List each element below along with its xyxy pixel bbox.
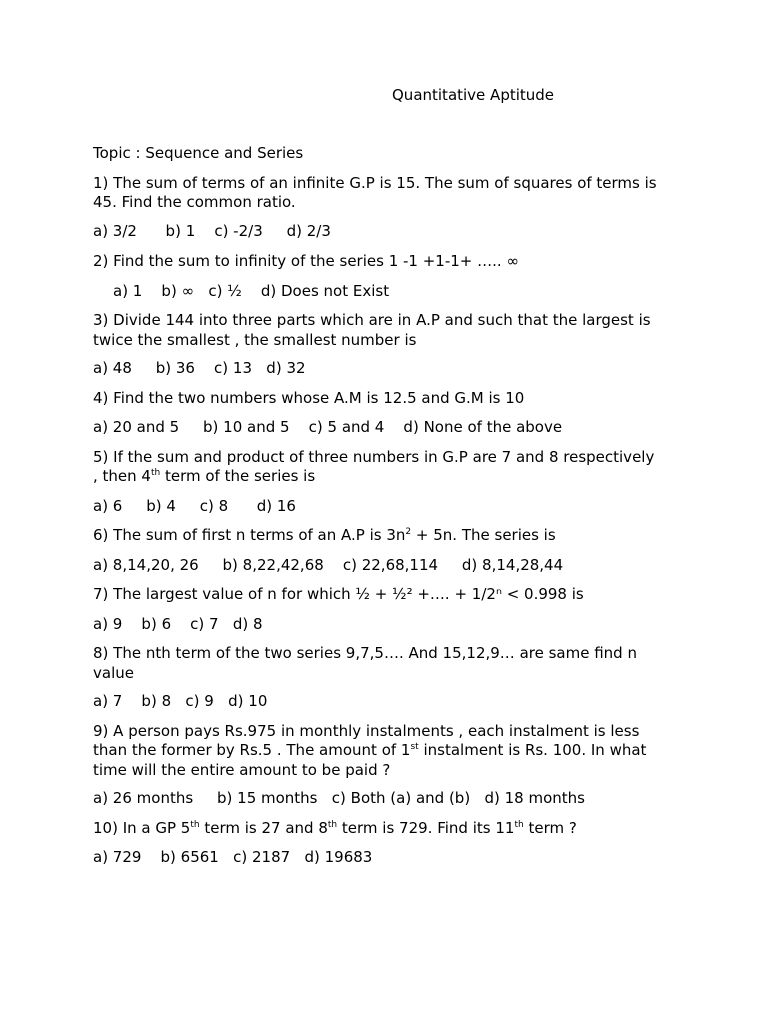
question-1-options: a) 3/2 b) 1 c) -2/3 d) 2/3 — [93, 221, 331, 240]
question-text-part: term ? — [523, 818, 577, 837]
question-6-options: a) 8,14,20, 26 b) 8,22,42,68 c) 22,68,114 d) 8,14,28,44 — [93, 555, 564, 574]
question-10-options: a) 729 b) 6561 c) 2187 d) 19683 — [93, 848, 373, 866]
superscript: st — [410, 742, 419, 752]
question-2: 2) Find the sum to infinity of the series 1 -1 +1-1+ ….. ∞ — [93, 252, 519, 270]
question-text-part: term is 27 and 8 — [199, 818, 328, 837]
question-text: 8) The nth term of the two series 9,7,5…. And 15,12,9… are same find n — [93, 644, 637, 662]
question-text — [93, 741, 685, 761]
question-text — [93, 467, 685, 487]
question-text-part: + 5n. The series is — [411, 526, 556, 544]
question-text-part: than the former by Rs.5 . The amount of 1 — [93, 741, 411, 759]
question-text-part: , then 4 — [93, 467, 151, 485]
question-5-options: a) 6 b) 4 c) 8 d) 16 — [93, 496, 296, 515]
question-text: time will the entire amount to be paid ? — [93, 760, 391, 779]
document-body — [93, 144, 685, 868]
question-4-options: a) 20 and 5 b) 10 and 5 c) 5 and 4 d) None of the above — [93, 418, 563, 436]
question-text: value — [93, 663, 134, 682]
question-9 — [93, 722, 685, 781]
superscript: th — [190, 819, 200, 830]
question-text: 5) If the sum and product of three numbers in G.P are 7 and 8 respectively — [93, 447, 655, 466]
question-9-options: a) 26 months b) 15 months c) Both (a) and (b) d) 18 months — [93, 789, 585, 807]
question-text: twice the smallest , the smallest number is — [93, 330, 417, 349]
question-7: 7) The largest value of n for which ½ + ½² +…. + 1/2ⁿ < 0.998 is — [93, 585, 584, 603]
question-text-part: instalment is Rs. 100. In what — [418, 741, 647, 759]
question-10 — [93, 819, 685, 839]
question-text: 9) A person pays Rs.975 in monthly instalments , each instalment is less — [93, 721, 640, 740]
question-text-part: term of the series is — [160, 467, 316, 485]
question-4: 4) Find the two numbers whose A.M is 12.5 and G.M is 10 — [93, 388, 525, 407]
superscript: th — [514, 819, 524, 830]
superscript: 2 — [405, 527, 412, 537]
question-text: 3) Divide 144 into three parts which are in A.P and such that the largest is — [93, 311, 651, 329]
superscript: th — [327, 819, 338, 830]
question-text: 45. Find the common ratio. — [93, 193, 296, 211]
question-text-part: 10) In a GP 5 — [93, 818, 191, 837]
question-3 — [93, 311, 685, 350]
question-6 — [93, 526, 685, 546]
question-7-options: a) 9 b) 6 c) 7 d) 8 — [93, 614, 263, 633]
question-8 — [93, 644, 685, 683]
superscript: th — [150, 468, 161, 478]
question-1 — [93, 174, 685, 213]
question-8-options: a) 7 b) 8 c) 9 d) 10 — [93, 692, 268, 710]
question-5 — [93, 448, 685, 487]
question-text-part: 6) The sum of first n terms of an A.P is 3n — [93, 526, 406, 544]
topic-heading: Topic : Sequence and Series — [93, 144, 304, 162]
document-title: Quantitative Aptitude — [392, 86, 555, 104]
question-3-options: a) 48 b) 36 c) 13 d) 32 — [93, 359, 306, 377]
question-text: 1) The sum of terms of an infinite G.P is 15. The sum of squares of terms is — [93, 173, 657, 192]
question-2-options: a) 1 b) ∞ c) ½ d) Does not Exist — [113, 281, 390, 300]
question-text-part: term is 729. Find its 11 — [337, 818, 515, 837]
